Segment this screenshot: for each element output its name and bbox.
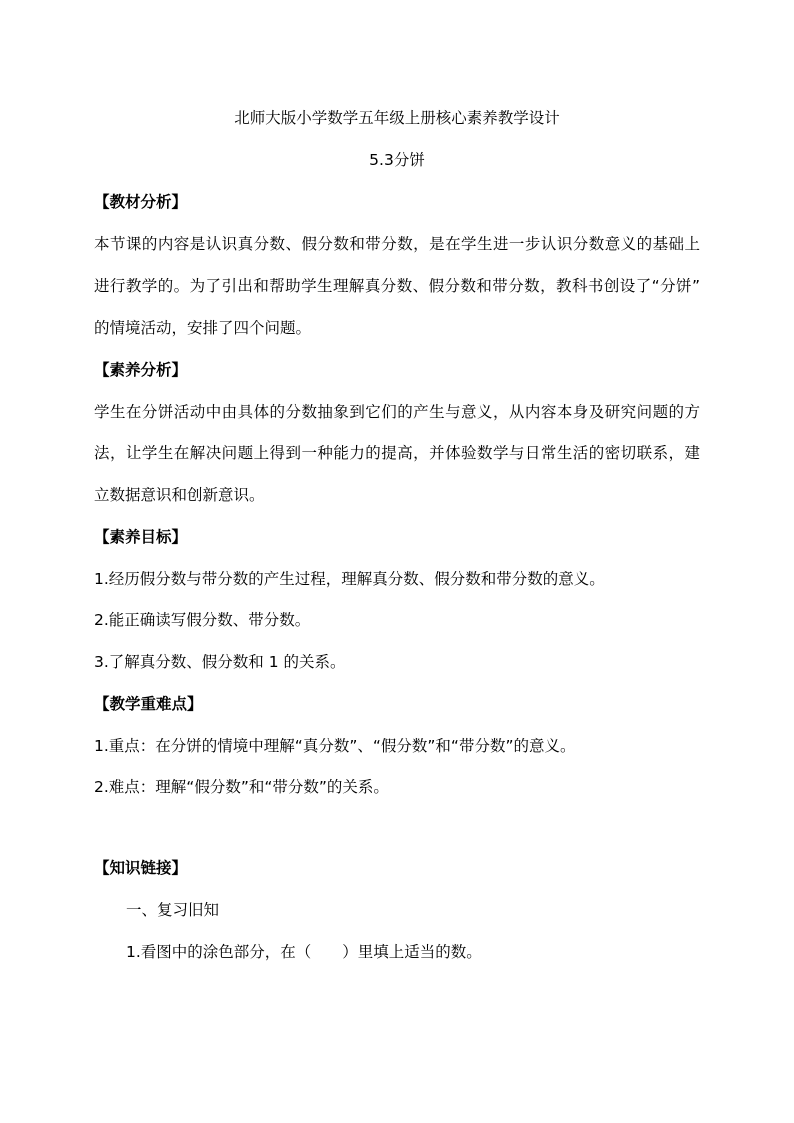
section-heading-knowledge-link: 【知识链接】	[94, 859, 188, 877]
goal-item: 1.经历假分数与带分数的产生过程，理解真分数、假分数和带分数的意义。	[94, 570, 605, 588]
review-subheading: 一、复习旧知	[126, 901, 220, 919]
paragraph-line: 学生在分饼活动中由具体的分数抽象到它们的产生与意义，从内容本身及研究问题的方	[94, 403, 700, 421]
document-title: 北师大版小学数学五年级上册核心素养教学设计	[234, 109, 560, 127]
paragraph-line: 进行教学的。为了引出和帮助学生理解真分数、假分数和带分数，教科书创设了“分饼”	[94, 277, 700, 295]
goal-item: 3.了解真分数、假分数和 1 的关系。	[94, 653, 346, 671]
paragraph-line: 本节课的内容是认识真分数、假分数和带分数，是在学生进一步认识分数意义的基础上	[94, 235, 700, 253]
review-question: 1.看图中的涂色部分，在（ ）里填上适当的数。	[126, 943, 482, 961]
key-point-item: 1.重点：在分饼的情境中理解“真分数”、“假分数”和“带分数”的意义。	[94, 737, 576, 755]
paragraph-line: 的情境活动，安排了四个问题。	[94, 319, 312, 337]
paragraph-line: 法，让学生在解决问题上得到一种能力的提高，并体验数学与日常生活的密切联系，建	[94, 444, 700, 462]
section-heading-literacy-analysis: 【素养分析】	[94, 361, 188, 379]
goal-item: 2.能正确读写假分数、带分数。	[94, 611, 311, 629]
section-heading-key-points: 【教学重难点】	[94, 695, 203, 713]
paragraph-line: 立数据意识和创新意识。	[94, 486, 265, 504]
section-heading-literacy-goals: 【素养目标】	[94, 528, 188, 546]
section-heading-textbook-analysis: 【教材分析】	[94, 193, 188, 211]
lesson-subtitle: 5.3分饼	[369, 151, 425, 169]
key-point-item: 2.难点：理解“假分数”和“带分数”的关系。	[94, 778, 389, 796]
